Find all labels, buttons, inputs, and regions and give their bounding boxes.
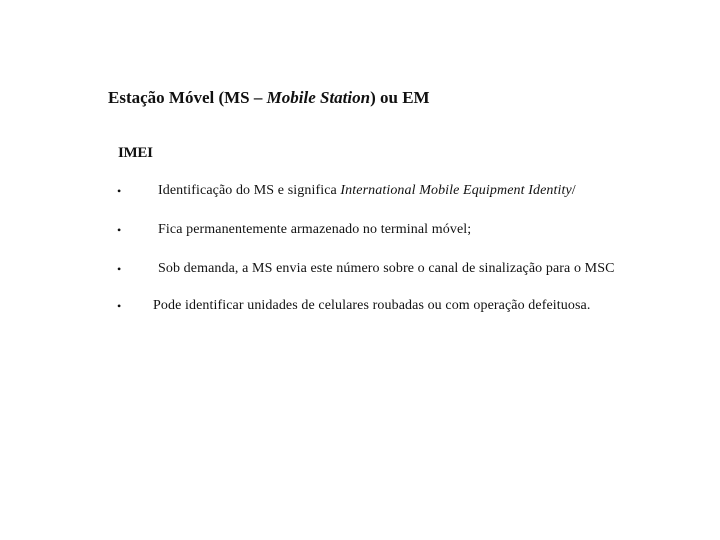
bullet-text-prefix: Sob demanda, a MS envia este número sobre o canal de sinalização para o MSC: [158, 261, 615, 276]
title-suffix: ) ou EM: [370, 88, 430, 107]
bullet-text-prefix: Fica permanentemente armazenado no terminal móvel;: [158, 222, 472, 237]
title-italic: Mobile Station: [266, 88, 371, 107]
bullet-text: [158, 182, 576, 200]
bullet-icon: •: [117, 299, 122, 313]
bullet-text-italic: International Mobile Equipment Identity: [340, 183, 572, 198]
bullet-text-suffix: /: [571, 183, 576, 198]
bullet-text: [158, 221, 471, 239]
bullet-text-prefix: Identificação do MS e significa: [158, 183, 341, 198]
bullet-text: [153, 297, 590, 315]
section-heading: IMEI: [118, 145, 153, 161]
title-prefix: Estação Móvel (MS –: [108, 88, 267, 107]
bullet-icon: •: [117, 262, 122, 276]
bullet-icon: •: [117, 223, 122, 237]
slide-title: [108, 88, 430, 108]
bullet-icon: •: [117, 184, 122, 198]
bullet-text-prefix: Pode identificar unidades de celulares roubadas ou com operação defeituosa.: [153, 298, 591, 313]
bullet-text: [158, 260, 615, 278]
